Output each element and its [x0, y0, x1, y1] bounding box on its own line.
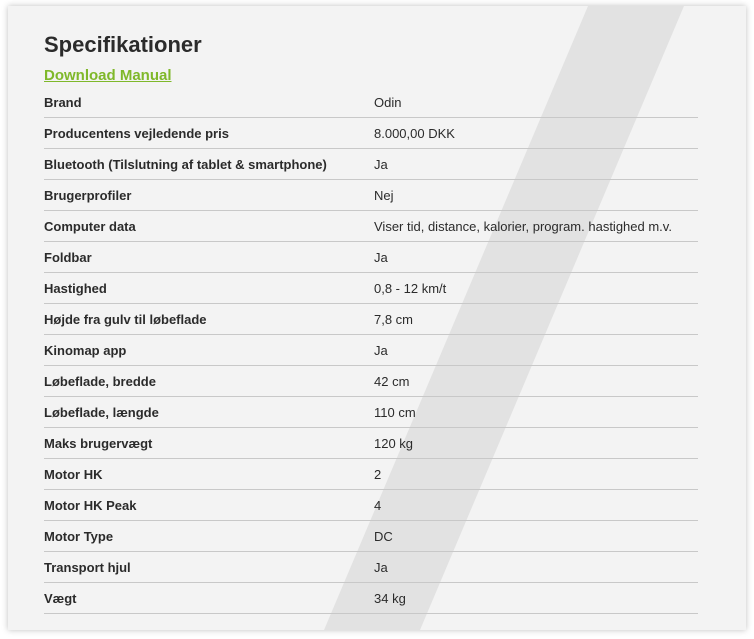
spec-value: Viser tid, distance, kalorier, program. hastighed m.v. — [374, 218, 672, 234]
spec-value: 34 kg — [374, 590, 406, 606]
spec-row — [44, 428, 698, 459]
spec-row — [44, 552, 698, 583]
spec-label: Kinomap app — [44, 342, 127, 358]
spec-row — [44, 366, 698, 397]
spec-label: Transport hjul — [44, 559, 131, 575]
spec-value: Ja — [374, 342, 388, 358]
spec-table — [44, 87, 698, 614]
spec-label: Højde fra gulv til løbeflade — [44, 311, 207, 327]
spec-row — [44, 87, 698, 118]
spec-value: 42 cm — [374, 373, 410, 389]
section-title: Specifikationer — [44, 32, 202, 57]
spec-row — [44, 180, 698, 211]
spec-value: DC — [374, 528, 393, 544]
spec-label: Løbeflade, bredde — [44, 373, 156, 389]
spec-label: Producentens vejledende pris — [44, 125, 229, 141]
spec-row — [44, 459, 698, 490]
spec-label: Løbeflade, længde — [44, 404, 159, 420]
spec-row — [44, 118, 698, 149]
spec-row — [44, 490, 698, 521]
spec-label: Vægt — [44, 590, 77, 606]
download-manual-link[interactable]: Download Manual — [44, 67, 172, 84]
spec-row — [44, 583, 698, 614]
spec-value: Odin — [374, 94, 402, 110]
specifications-panel — [8, 6, 746, 630]
spec-label: Motor HK — [44, 466, 103, 482]
spec-row — [44, 273, 698, 304]
spec-label: Maks brugervægt — [44, 435, 153, 451]
spec-value: Ja — [374, 559, 388, 575]
spec-value: 0,8 - 12 km/t — [374, 280, 447, 296]
spec-value: 110 cm — [374, 404, 416, 420]
spec-row — [44, 304, 698, 335]
spec-label: Foldbar — [44, 249, 92, 265]
spec-value: 8.000,00 DKK — [374, 125, 455, 141]
spec-row — [44, 335, 698, 366]
spec-value: 120 kg — [374, 435, 414, 451]
spec-row — [44, 211, 698, 242]
spec-value: Ja — [374, 249, 388, 265]
spec-label: Motor HK Peak — [44, 497, 137, 513]
spec-label: Motor Type — [44, 528, 114, 544]
spec-label: Brand — [44, 94, 82, 110]
spec-label: Brugerprofiler — [44, 187, 132, 203]
spec-row — [44, 149, 698, 180]
spec-label: Computer data — [44, 218, 136, 234]
spec-value: 4 — [374, 497, 382, 513]
spec-value: 7,8 cm — [374, 311, 414, 327]
spec-label: Hastighed — [44, 280, 107, 296]
spec-value: Nej — [374, 187, 394, 203]
spec-row — [44, 521, 698, 552]
spec-value: 2 — [374, 466, 382, 482]
spec-value: Ja — [374, 156, 388, 172]
spec-label: Bluetooth (Tilslutning af tablet & smartphone) — [44, 156, 327, 172]
spec-row — [44, 242, 698, 273]
spec-row — [44, 397, 698, 428]
